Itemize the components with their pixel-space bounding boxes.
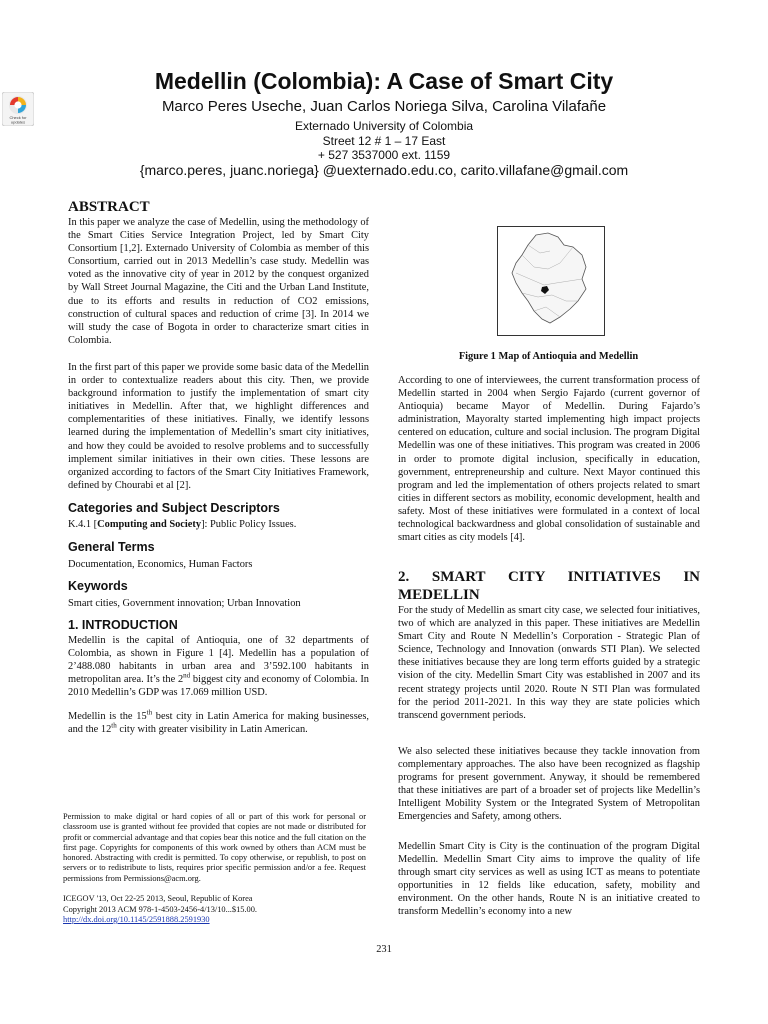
- intro-p2-a: Medellin is the 15: [68, 711, 147, 722]
- introduction-paragraph-1: [68, 634, 369, 699]
- copyright-line: Copyright 2013 ACM 978-1-4503-2456-4/13/10...$15.00.: [63, 905, 258, 914]
- initiatives-paragraph-2: We also selected these initiatives because they tackle innovation from complementary approaches. The also have been recognized as flagship programs for present government. Anyway, it should be remembered that these initiatives are part of a broader set of projects like Medellin’s Intelligent Mobility System or the Integrated System of Metropolitan Emergencies and Safety, among others.: [398, 746, 700, 823]
- general-terms-text: Documentation, Economics, Human Factors: [68, 559, 253, 570]
- phone-number: + 527 3537000 ext. 1159: [317, 148, 451, 162]
- keywords-text: Smart cities, Government innovation; Urban Innovation: [68, 598, 301, 609]
- permission-notice: Permission to make digital or hard copies of all or part of this work for personal or classroom use is granted without fee provided that copies are not made or distributed for profit or commercial advantage and that copies bear this notice and the full citation on the first page. Copyrights for components of this work owned by others than ACM must be honored. Abstracting with credit is permitted. To copy otherwise, or republish, to post on servers or to redistribute to lists, requires prior specific permission and/or a fee. Request permissions from Permissions@acm.org.: [63, 812, 366, 883]
- antioquia-outline: [512, 233, 586, 323]
- intro-p2-sup-1: th: [146, 708, 153, 717]
- initiatives-paragraph-3: Medellin Smart City is City is the continuation of the program Digital Medellin. Medellin Smart City aims to improve the quality of life through smart city services as well as using ICT as means to potentiate opportunities in 12 fields like education, safety, mobility and environment. On the other hands, Route N is an initiative created to transform Medellin’s economy into a new: [398, 841, 700, 918]
- page-number: 231: [376, 944, 392, 955]
- street-address: Street 12 # 1 – 17 East: [322, 134, 446, 148]
- abstract-paragraph-1: In this paper we analyze the case of Medellin, using the methodology of the Smart Cities Service Integration Project, led by Smart City Consortium [1,2]. Externado University of Colombia as member of this Consortium, carried out in 2013 Medellin’s case study. Medellin was voted as the innovative city of year in 2012 by the conquest organized by Wall Street Journal Magazine, the Citi and the Urban Land Institute, due to its efforts and results in reduction of CO2 emissions, construction of cultural spaces and reduction of crime [3]. In 2014 we will study the case of Bogota in order to characterize smart cities in Colombia.: [68, 217, 369, 346]
- categories-code: K.4.1 [: [68, 519, 98, 530]
- doi-link[interactable]: http://dx.doi.org/10.1145/2591888.2591930: [63, 915, 210, 924]
- categories-text: [68, 518, 369, 531]
- initiatives-paragraph-1: For the study of Medellin as smart city case, we selected four initiatives, two of which are analyzed in this paper. These initiatives are Medellin Smart City and Route N Medellin’s Corporation - Strategic Plan of Science, Technology and Innovation (onwards STI Plan). We selected these initiatives because they are long term efforts guided by a strategic vision of the city. Medellin Smart City was established in 2007 and its recent strategy projects until 2020. Route N STI Plan was formulated for the period 2011-2021. In this way they are state policies which transcend government periods.: [398, 605, 700, 721]
- antioquia-map-image: [498, 227, 604, 335]
- affiliation: Externado University of Colombia: [294, 119, 474, 133]
- smart-city-initiatives-heading: 2. SMART CITY INITIATIVES IN MEDELLIN: [398, 569, 700, 603]
- intro-p1-b: biggest city and economy of Colombia. In 2010 Medellin’s GDP was 17.069 million USD.: [68, 674, 370, 699]
- introduction-paragraph-2: [68, 710, 369, 736]
- introduction-heading: 1. INTRODUCTION: [68, 618, 178, 632]
- intro-p2-c: city with greater visibility in Latin American.: [116, 724, 308, 736]
- transformation-paragraph: According to one of interviewees, the current transformation process of Medellin started in 2004 when Sergio Fajardo (current governor of Antioquia) became Mayor of Medellin. During Fajardo’s administration, Mayoralty started implementing high impact projects centered on education, culture and social inclusion. The program Digital Medellin was one of these initiatives. This program was created in 2006 in order to promote digital inclusion, specifically in education, government, entrepreneurship and culture. Next Mayor continued this program and led the implementation of others projects related to smart cities in different sectors as mobility, economic development, health and safety. Most of these initiatives were formulated in a context of local technological backwardness and global consolidation of sustainable and smart cities as city models [4].: [398, 375, 700, 544]
- author-list: Marco Peres Useche, Juan Carlos Noriega Silva, Carolina Vilafañe: [161, 98, 607, 115]
- intro-p1-a: Medellin is the capital of Antioquia, one of 32 departments of Colombia, as shown in Figure 1 [4]. Medellin has a population of 2’488.080 habitants in urban area and 3’592.100 habitants in metropolitan area. It’s the 2: [68, 635, 369, 686]
- abstract-paragraph-2: In the first part of this paper we provide some basic data of the Medellin in order to contextualize readers about this city. Then, we provide background information to justify the implementation of smart city initiatives in Medellin. After that, we highlight differences and complementarities of these initiatives. Finally, we identify lessons learned during the implementation of Medellin’s smart city initiatives, and how they could be avoided to resolve problems and to successfully implement similar initiatives in their own cities. These lessons are organized according to factors of the Smart City Initiatives Framework, defined by Chourabi et al [2].: [68, 362, 369, 491]
- keywords-heading: Keywords: [68, 579, 128, 593]
- general-terms-heading: General Terms: [68, 540, 155, 554]
- categories-heading: Categories and Subject Descriptors: [68, 501, 280, 515]
- intro-p1-sup: nd: [183, 671, 191, 680]
- figure-caption: Figure 1 Map of Antioquia and Medellin: [458, 351, 639, 362]
- svg-text:updates: updates: [10, 119, 26, 125]
- abstract-heading: ABSTRACT: [68, 199, 150, 215]
- categories-rest: ]: Public Policy Issues.: [201, 519, 297, 530]
- antioquia-map-figure: [497, 226, 605, 336]
- intro-p2-sup-2: th: [111, 721, 117, 730]
- paper-title: Medellin (Colombia): A Case of Smart City: [154, 68, 614, 94]
- intro-p2-b: best city in Latin America for making businesses, and the 12: [68, 711, 369, 736]
- svg-text:Check for: Check for: [9, 115, 27, 120]
- author-emails: {marco.peres, juanc.noriega} @uexternado.edu.co, carito.villafane@gmail.com: [139, 162, 629, 178]
- conference-info: ICEGOV '13, Oct 22-25 2013, Seoul, Republic of Korea: [63, 894, 253, 903]
- categories-bold: Computing and Society: [97, 519, 202, 530]
